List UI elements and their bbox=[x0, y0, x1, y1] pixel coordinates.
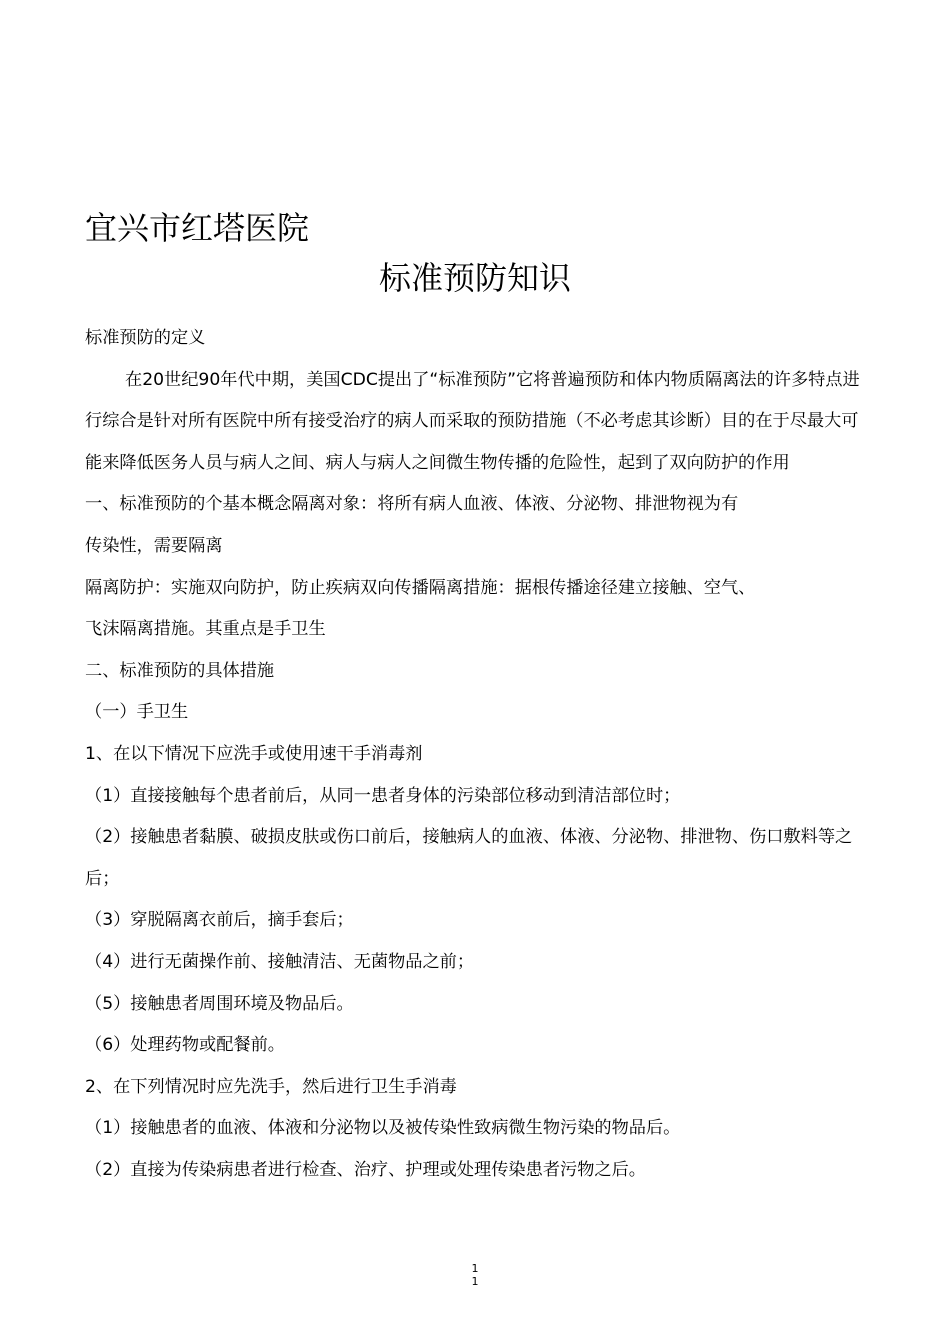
list-item: （3）穿脱隔离衣前后，摘手套后； bbox=[85, 910, 354, 931]
section1-line2: 传染性，需要隔离 bbox=[85, 535, 223, 556]
page-number-bottom: 1 bbox=[471, 1275, 479, 1288]
item2-heading: 2、在下列情况时应先洗手，然后进行卫生手消毒 bbox=[85, 1076, 457, 1097]
list-item: （6）处理药物或配餐前。 bbox=[85, 1035, 285, 1056]
list-item: （2）直接为传染病患者进行检查、治疗、护理或处理传染患者污物之后。 bbox=[85, 1159, 646, 1180]
hospital-name: 宜兴市红塔医院 bbox=[85, 209, 310, 247]
definition-heading: 标准预防的定义 bbox=[85, 328, 206, 348]
list-item: （4）进行无菌操作前、接触清洁、无菌物品之前； bbox=[85, 951, 475, 972]
list-item: （2）接触患者黏膜、破损皮肤或伤口前后，接触病人的血液、体液、分泌物、排泄物、伤口敷料等之后； bbox=[85, 827, 853, 889]
isolation-line1: 隔离防护：实施双向防护，防止疾病双向传播隔离措施：据根传播途径建立接触、空气、 bbox=[85, 577, 756, 598]
page-number bbox=[0, 1262, 950, 1288]
intro-paragraph: 在20世纪90年代中期，美国CDC提出了“标准预防”它将普遍预防和体内物质隔离法的许多特点进行综合是针对所有医院中所有接受治疗的病人而采取的预防措施（不必考虑其诊断）目的在于尽最大可能来降低医务人员与病人之间、病人与病人之间微生物传播的危险性，起到了双向防护的作用 bbox=[85, 369, 860, 473]
item1-heading: 1、在以下情况下应洗手或使用速干手消毒剂 bbox=[85, 743, 423, 764]
section2-heading: 二、标准预防的具体措施 bbox=[85, 660, 275, 681]
list-item: （1）直接接触每个患者前后，从同一患者身体的污染部位移动到清洁部位时； bbox=[85, 785, 681, 806]
section1-line1: 一、标准预防的个基本概念隔离对象：将所有病人血液、体液、分泌物、排泄物视为有 bbox=[85, 494, 739, 515]
page-number-top: 1 bbox=[471, 1262, 479, 1275]
isolation-line2: 飞沫隔离措施。其重点是手卫生 bbox=[85, 619, 326, 640]
hand-hygiene-heading: （一）手卫生 bbox=[85, 702, 189, 723]
document-title: 标准预防知识 bbox=[378, 259, 571, 297]
list-item: （5）接触患者周围环境及物品后。 bbox=[85, 993, 354, 1014]
list-item: （1）接触患者的血液、体液和分泌物以及被传染性致病微生物污染的物品后。 bbox=[85, 1118, 681, 1139]
document-body bbox=[85, 318, 875, 1191]
